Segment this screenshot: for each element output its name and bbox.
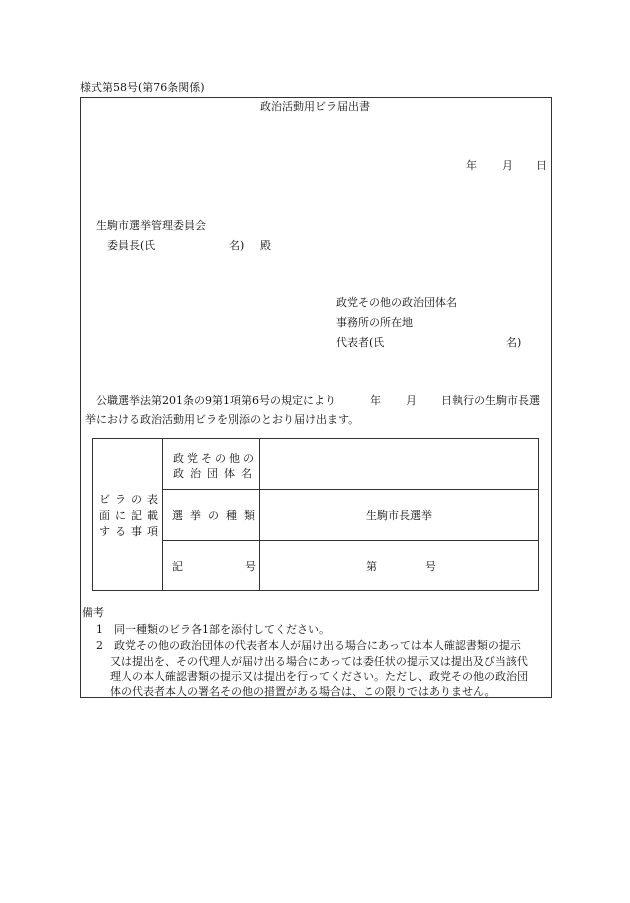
- table-divider-h2: [162, 540, 539, 541]
- office-address-label: 事務所の所在地: [336, 316, 413, 329]
- row2-value: 生駒市長選挙: [366, 509, 432, 522]
- addressee-chair-prefix: 委員長(氏: [107, 239, 156, 252]
- note2-line2: 又は提出を、その代理人が届け出る場合にあっては委任状の提示又は提出及び当該代: [110, 655, 528, 668]
- representative-prefix: 代表者(氏: [336, 336, 385, 349]
- body-line1-b: 日執行の生駒市長選: [441, 394, 540, 407]
- note2-line4: 体の代表者本人の署名その他の措置がある場合は、この限りではありません。: [110, 685, 496, 698]
- date-day: 日: [536, 159, 547, 172]
- party-name-label: 政党その他の政治団体名: [336, 296, 457, 309]
- form-number-label: 様式第58号(第76条関係): [80, 81, 205, 94]
- note2-number: 2: [96, 639, 103, 652]
- note1-number: 1: [96, 623, 103, 636]
- document-title: 政治活動用ビラ届出書: [260, 100, 370, 113]
- row1-label-line1: 政党その他の: [173, 452, 257, 465]
- note2-line1: 政党その他の政治団体の代表者本人が届け出る場合にあっては本人確認書類の提示: [114, 639, 521, 652]
- body-line1-a: 公職選挙法第201条の9第1項第6号の規定により: [96, 394, 336, 407]
- addressee-chair-suffix: 名): [229, 239, 245, 252]
- row2-label: 選挙の種類: [172, 509, 262, 522]
- date-month: 月: [502, 159, 513, 172]
- addressee-org: 生駒市選挙管理委員会: [96, 219, 206, 232]
- representative-suffix: 名): [506, 336, 522, 349]
- note2-line3: 理人の本人確認書類の提示又は提出を行ってください。ただし、政党その他の政治団: [110, 670, 528, 683]
- body-line1-year: 年: [370, 394, 381, 407]
- row3-label-left: 記: [172, 560, 183, 573]
- body-line2: 挙における政治活動用ビラを別添のとおり届け出ます。: [85, 413, 360, 426]
- row3-value-right: 号: [425, 560, 436, 573]
- table-divider-h1: [162, 489, 539, 490]
- date-year: 年: [466, 159, 477, 172]
- row3-value-left: 第: [366, 560, 377, 573]
- notes-heading: 備考: [82, 606, 104, 619]
- row-header-line1: ビラの表: [99, 493, 163, 506]
- body-line1-month: 月: [406, 394, 417, 407]
- addressee-honorific: 殿: [260, 239, 271, 252]
- row1-label-line2: 政治団体名: [173, 467, 258, 480]
- row3-label-right: 号: [245, 560, 256, 573]
- row-header-line2: 面に記載: [99, 509, 163, 522]
- row-header-line3: する事項: [99, 525, 163, 538]
- note1-text: 同一種類のビラ各1部を添付してください。: [114, 623, 330, 636]
